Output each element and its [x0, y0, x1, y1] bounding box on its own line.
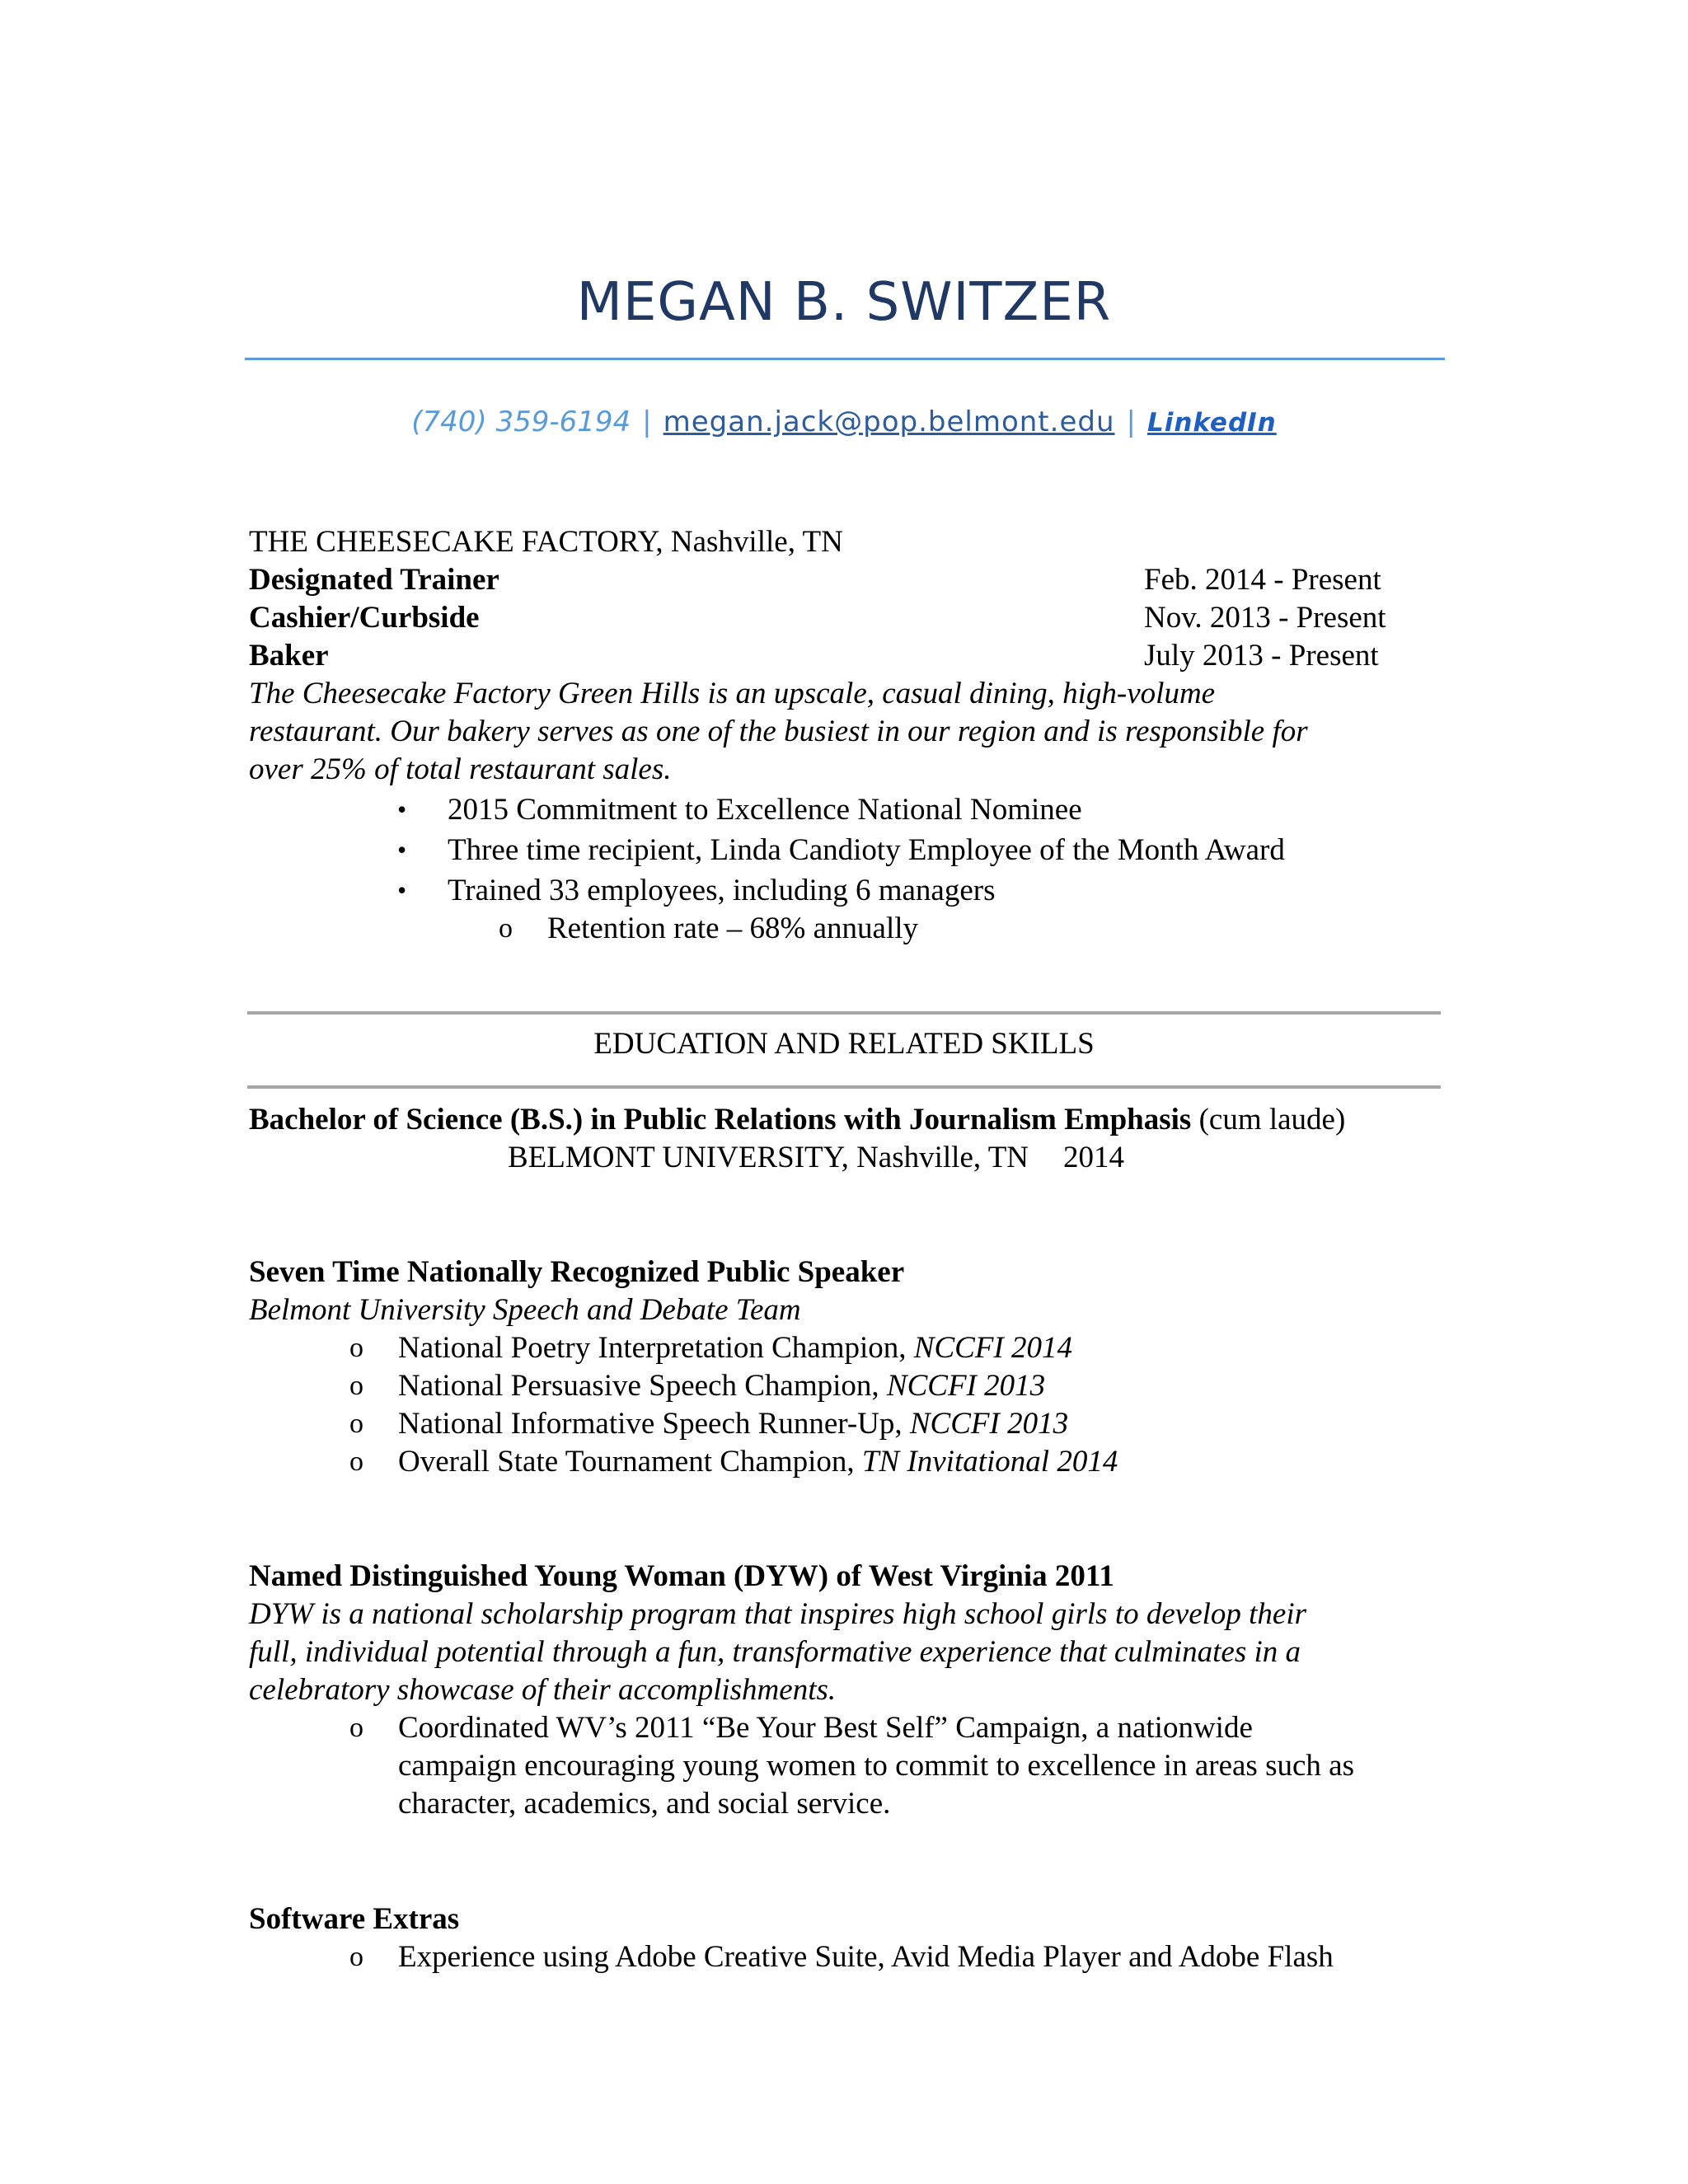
degree-line — [249, 1104, 1345, 1135]
role-title: Designated Trainer — [249, 563, 499, 597]
achievement-subitem: Retention rate – 68% annually — [547, 912, 919, 945]
sub-bullet-marker: o — [349, 1446, 363, 1477]
phone-number: (740) 359-6194 — [411, 405, 631, 438]
graduation-year: 2014 — [1063, 1141, 1125, 1174]
award-description: full, individual potential through a fun, transformative experience that culminates in a — [249, 1635, 1301, 1669]
sub-bullet-marker: o — [349, 1408, 363, 1439]
award-item: National Poetry Interpretation Champion, NCCFI 2014 — [398, 1331, 1072, 1365]
award-subtitle: Belmont University Speech and Debate Team — [249, 1293, 801, 1327]
email-link[interactable]: megan.jack@pop.belmont.edu — [663, 405, 1115, 438]
role-dates: July 2013 - Present — [1144, 639, 1379, 673]
section-heading: EDUCATION AND RELATED SKILLS — [593, 1027, 1095, 1061]
award-item: Coordinated WV’s 2011 “Be Your Best Self” Campaign, a nationwide — [398, 1711, 1253, 1745]
contact-separator: | — [642, 405, 652, 438]
role-dates: Nov. 2013 - Present — [1144, 601, 1386, 635]
employer-description: restaurant. Our bakery serves as one of the busiest in our region and is responsible for — [249, 715, 1308, 748]
skills-item: Experience using Adobe Creative Suite, Avid Media Player and Adobe Flash — [398, 1940, 1334, 1974]
sub-bullet-marker: o — [349, 1333, 363, 1363]
skills-title: Software Extras — [249, 1902, 460, 1936]
school-line — [0, 1142, 1660, 1173]
award-item: campaign encouraging young women to commit to excellence in areas such as — [398, 1749, 1354, 1783]
school-name: BELMONT UNIVERSITY, Nashville, TN — [507, 1141, 1029, 1174]
sub-bullet-marker: o — [499, 913, 513, 944]
award-item: character, academics, and social service. — [398, 1787, 891, 1821]
role-title: Baker — [249, 639, 329, 673]
bullet-marker: • — [397, 835, 407, 865]
award-item: National Persuasive Speech Champion, NCCFI 2013 — [398, 1369, 1046, 1403]
employer-description: over 25% of total restaurant sales. — [249, 752, 672, 786]
award-description: celebratory showcase of their accomplishments. — [249, 1673, 837, 1707]
section-divider — [247, 1085, 1441, 1089]
award-item: National Informative Speech Runner-Up, NCCFI 2013 — [398, 1407, 1069, 1441]
degree-honors: (cum laude) — [1198, 1103, 1346, 1137]
achievement-item: Three time recipient, Linda Candioty Employee of the Month Award — [448, 833, 1285, 867]
achievement-item: 2015 Commitment to Excellence National Nominee — [448, 793, 1082, 827]
candidate-name: MEGAN B. SWITZER — [576, 272, 1112, 333]
sub-bullet-marker: o — [349, 1942, 363, 1972]
sub-bullet-marker: o — [349, 1713, 363, 1743]
contact-line — [0, 405, 1688, 438]
bullet-marker: • — [397, 794, 407, 824]
role-dates: Feb. 2014 - Present — [1144, 563, 1381, 597]
award-description: DYW is a national scholarship program that inspires high school girls to develop their — [249, 1597, 1307, 1631]
achievement-item: Trained 33 employees, including 6 managers — [448, 874, 996, 907]
degree-name: Bachelor of Science (B.S.) in Public Relations with Journalism Emphasis — [249, 1103, 1192, 1137]
sub-bullet-marker: o — [349, 1371, 363, 1401]
award-title: Named Distinguished Young Woman (DYW) of West Virginia 2011 — [249, 1559, 1114, 1593]
name-underline — [245, 358, 1445, 360]
employer-name: THE CHEESECAKE FACTORY, Nashville, TN — [249, 525, 843, 559]
role-title: Cashier/Curbside — [249, 601, 480, 635]
award-title: Seven Time Nationally Recognized Public Speaker — [249, 1255, 905, 1289]
linkedin-link[interactable]: LinkedIn — [1146, 408, 1277, 438]
section-divider — [247, 1011, 1441, 1015]
award-item: Overall State Tournament Champion, TN Invitational 2014 — [398, 1445, 1118, 1479]
employer-description: The Cheesecake Factory Green Hills is an upscale, casual dining, high-volume — [249, 677, 1216, 710]
contact-separator: | — [1126, 405, 1136, 438]
bullet-marker: • — [397, 875, 407, 905]
